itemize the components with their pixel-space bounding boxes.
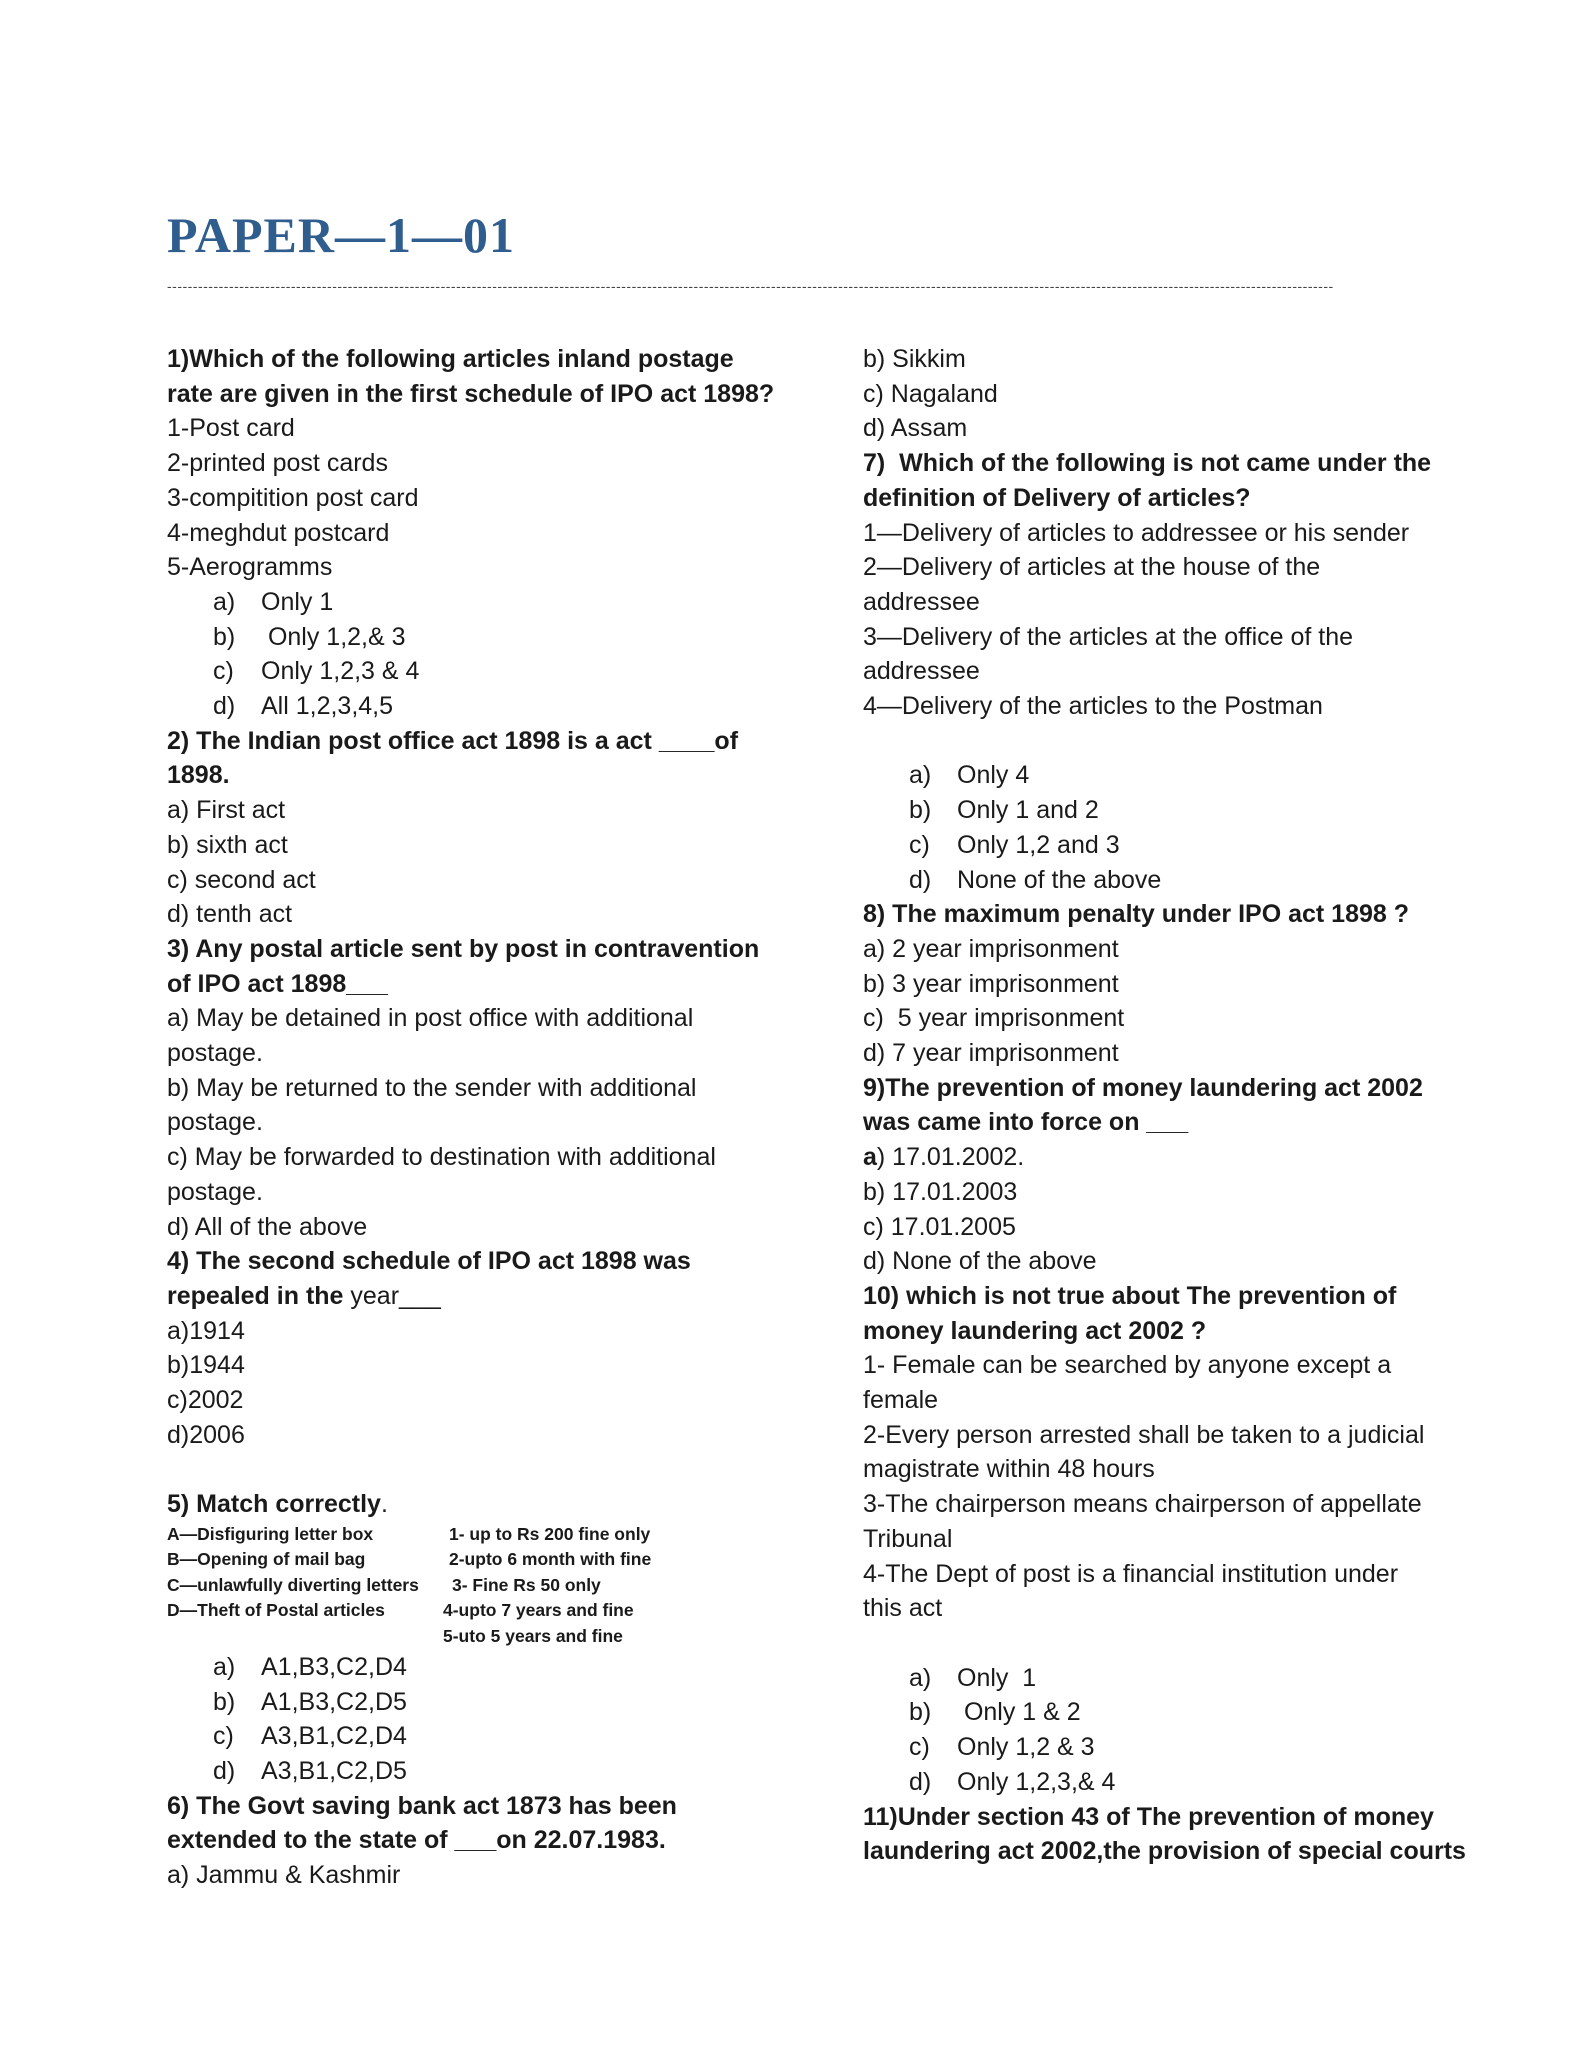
question-1-text: rate are given in the first schedule of IPO act 1898?: [167, 379, 775, 408]
match-left-item: B—Opening of mail bag: [167, 1549, 366, 1570]
option-text: All 1,2,3,4,5: [261, 692, 394, 721]
question-6-option: c) Nagaland: [863, 379, 998, 408]
question-2-text: 2) The Indian post office act 1898 is a act ____of: [167, 726, 739, 755]
question-7-text: 7) Which of the following is not came under the: [863, 449, 1432, 478]
question-2-option: b) sixth act: [167, 830, 288, 859]
option-label: a): [213, 1652, 236, 1681]
question-7-option: [863, 793, 1478, 828]
question-4-text: 4) The second schedule of IPO act 1898 was: [167, 1247, 691, 1276]
match-right-item: 3- Fine Rs 50 only: [452, 1574, 601, 1595]
option-text: A3,B1,C2,D4: [261, 1722, 407, 1751]
question-5-text-bold: 5) Match correctly: [167, 1490, 381, 1519]
question-9-text: 9)The prevention of money laundering act 2002: [863, 1073, 1423, 1102]
question-3-option: postage.: [167, 1108, 263, 1137]
match-left-item: A—Disfiguring letter box: [167, 1523, 374, 1544]
question-10-item: this act: [863, 1594, 943, 1623]
option-label: c): [909, 1733, 930, 1762]
question-5-option: [167, 1685, 807, 1720]
question-8-option: b) 3 year imprisonment: [863, 969, 1119, 998]
question-1-option: [167, 585, 807, 620]
question-10-item: magistrate within 48 hours: [863, 1455, 1155, 1484]
question-4-text: [167, 1279, 807, 1314]
question-5-text-normal: .: [380, 1490, 388, 1519]
page-title: PAPER—1—01: [167, 207, 515, 263]
question-8-option: d) 7 year imprisonment: [863, 1039, 1119, 1068]
option-label: a): [909, 761, 932, 790]
option-label: d): [909, 1767, 932, 1796]
question-7-option: [863, 863, 1478, 898]
match-table: [167, 1522, 807, 1650]
question-6-option: a) Jammu & Kashmir: [167, 1861, 401, 1890]
question-9-option: c) 17.01.2005: [863, 1212, 1016, 1241]
question-7-item: addressee: [863, 657, 980, 686]
question-10-item: 4-The Dept of post is a financial institution under: [863, 1559, 1399, 1588]
question-10-item: 2-Every person arrested shall be taken to a judicial: [863, 1420, 1425, 1449]
question-5-option: [167, 1650, 807, 1685]
question-4-text-bold: repealed in the: [167, 1281, 351, 1310]
question-7-item: addressee: [863, 587, 980, 616]
question-8-option: a) 2 year imprisonment: [863, 934, 1119, 963]
option-text: Only 1: [957, 1663, 1037, 1692]
question-3-option: d) All of the above: [167, 1212, 368, 1241]
option-text: A1,B3,C2,D5: [261, 1687, 407, 1716]
option-label: a): [909, 1663, 932, 1692]
question-7-text: definition of Delivery of articles?: [863, 483, 1251, 512]
question-5-text: [167, 1487, 807, 1522]
question-3-option: b) May be returned to the sender with additional: [167, 1073, 697, 1102]
question-9-text: was came into force on ___: [863, 1108, 1189, 1137]
match-right-item: 4-upto 7 years and fine: [443, 1600, 634, 1621]
question-3-option: c) May be forwarded to destination with additional: [167, 1143, 716, 1172]
question-6-option: d) Assam: [863, 414, 968, 443]
option-label: c): [213, 657, 234, 686]
question-10-item: 1- Female can be searched by anyone except a: [863, 1351, 1392, 1380]
option-label: d): [213, 1757, 236, 1785]
question-10-option: [863, 1765, 1478, 1800]
question-11-text: laundering act 2002,the provision of special courts: [863, 1837, 1466, 1866]
question-1-item: 5-Aerogramms: [167, 553, 333, 582]
question-9-option: b) 17.01.2003: [863, 1177, 1018, 1206]
option-label: a): [213, 587, 236, 616]
question-10-text: 10) which is not true about The prevention of: [863, 1281, 1397, 1310]
match-right-item: 2-upto 6 month with fine: [449, 1549, 652, 1570]
option-text: Only 1 & 2: [957, 1698, 1081, 1727]
question-5-option: [167, 1754, 807, 1789]
right-column: [863, 342, 1478, 1869]
question-4-option: d)2006: [167, 1420, 245, 1449]
option-text: None of the above: [957, 865, 1162, 894]
option-label: c): [213, 1722, 234, 1751]
question-2-option: c) second act: [167, 865, 316, 894]
question-1-item: 1-Post card: [167, 414, 295, 443]
match-right-list: [443, 1522, 709, 1650]
option-label: b): [213, 622, 236, 651]
question-1-option: [167, 654, 807, 689]
question-4-option: b)1944: [167, 1351, 245, 1380]
question-7-option: [863, 758, 1478, 793]
option-label: a: [863, 1143, 877, 1172]
option-text: Only 1,2,3,& 4: [957, 1767, 1116, 1796]
question-10-text: money laundering act 2002 ?: [863, 1316, 1207, 1345]
match-left-item: D—Theft of Postal articles: [167, 1600, 385, 1621]
question-1-option: [167, 620, 807, 655]
question-6-text: extended to the state of ___on 22.07.1983.: [167, 1826, 666, 1855]
question-9-option: [863, 1140, 1478, 1175]
question-7-option: [863, 828, 1478, 863]
question-10-option: [863, 1661, 1478, 1696]
option-text: Only 1,2 and 3: [957, 830, 1120, 859]
question-4-option: c)2002: [167, 1386, 244, 1415]
question-11-text: 11)Under section 43 of The prevention of money: [863, 1802, 1434, 1831]
option-text: Only 1 and 2: [957, 796, 1099, 825]
question-3-text: of IPO act 1898___: [167, 969, 388, 998]
question-8-text: 8) The maximum penalty under IPO act 1898 ?: [863, 900, 1410, 929]
option-text: Only 1,2 & 3: [957, 1733, 1095, 1762]
question-6-text: 6) The Govt saving bank act 1873 has been: [167, 1791, 677, 1820]
question-3-option: postage.: [167, 1177, 263, 1206]
match-right-item: 1- up to Rs 200 fine only: [449, 1523, 651, 1544]
question-6-option: b) Sikkim: [863, 345, 966, 373]
question-1-option: [167, 689, 807, 724]
option-label: c): [909, 830, 930, 859]
question-1-text: 1)Which of the following articles inland postage: [167, 345, 734, 373]
question-10-item: Tribunal: [863, 1524, 953, 1553]
question-4-option: a)1914: [167, 1316, 245, 1345]
option-label: d): [213, 692, 236, 721]
match-left-item: C—unlawfully diverting letters: [167, 1574, 419, 1595]
question-3-option: postage.: [167, 1039, 263, 1068]
question-1-item: 2-printed post cards: [167, 449, 388, 478]
spacer: [863, 1626, 1478, 1661]
question-7-item: 3—Delivery of the articles at the office of the: [863, 622, 1354, 651]
option-label: d): [909, 865, 932, 894]
question-7-item: 4—Delivery of the articles to the Postman: [863, 692, 1323, 721]
question-2-option: d) tenth act: [167, 900, 293, 929]
spacer: [863, 724, 1478, 759]
question-4-text-normal: year___: [350, 1281, 441, 1310]
option-text: A3,B1,C2,D5: [261, 1757, 407, 1785]
left-column: [167, 342, 807, 1893]
question-2-text: 1898.: [167, 761, 230, 790]
question-3-option: a) May be detained in post office with additional: [167, 1004, 694, 1033]
match-left-list: [167, 1522, 457, 1624]
question-2-option: a) First act: [167, 796, 286, 825]
question-9-option: d) None of the above: [863, 1247, 1097, 1276]
question-1-item: 4-meghdut postcard: [167, 518, 390, 547]
question-10-item: 3-The chairperson means chairperson of appellate: [863, 1490, 1422, 1519]
question-10-option: [863, 1730, 1478, 1765]
option-text: Only 1,2,3 & 4: [261, 657, 420, 686]
option-text: Only 1: [261, 587, 334, 616]
question-5-option: [167, 1719, 807, 1754]
dashed-divider: ----------------------------------------------------------------------------------------------------------------------------------------------------------------------------------------------------------------------------------: [167, 280, 1334, 292]
question-10-item: female: [863, 1386, 939, 1415]
option-text: ) 17.01.2002.: [876, 1143, 1025, 1172]
spacer: [167, 1453, 807, 1488]
option-text: A1,B3,C2,D4: [261, 1652, 407, 1681]
option-label: b): [909, 796, 932, 825]
question-3-text: 3) Any postal article sent by post in contravention: [167, 934, 760, 963]
match-right-item: 5-uto 5 years and fine: [443, 1625, 623, 1646]
option-text: Only 4: [957, 761, 1030, 790]
option-label: b): [909, 1698, 932, 1727]
question-7-item: 2—Delivery of articles at the house of the: [863, 553, 1321, 582]
question-8-option: c) 5 year imprisonment: [863, 1004, 1125, 1033]
option-label: b): [213, 1687, 236, 1716]
question-1-item: 3-compitition post card: [167, 483, 419, 512]
question-7-item: 1—Delivery of articles to addressee or his sender: [863, 518, 1410, 547]
question-10-option: [863, 1695, 1478, 1730]
option-text: Only 1,2,& 3: [261, 622, 406, 651]
